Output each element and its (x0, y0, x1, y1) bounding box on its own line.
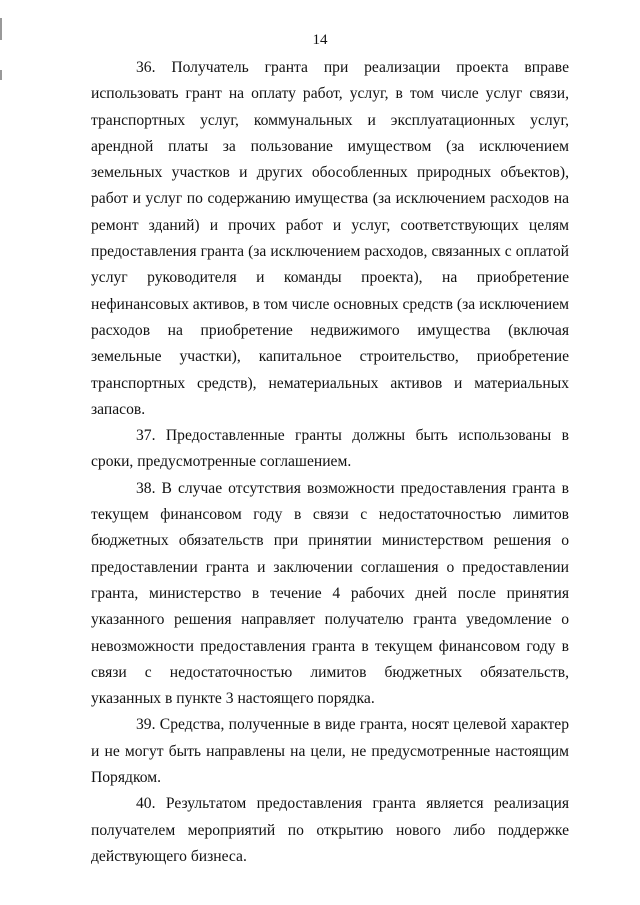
paragraph-36: 36. Получатель гранта при реализации проекта вправе использовать грант на оплату работ, услуг, в том числе услуг связи, транспортных услуг, коммунальных и эксплуатационных услуг, арендной платы за пользование имуществом (за исключением земельных участков и других обособленных природных объектов), работ и услуг по содержанию имущества (за исключением расходов на ремонт зданий) и прочих работ и услуг, соответствующих целям предоставления гранта (за исключением расходов, связанных с оплатой услуг руководителя и команды проекта), на приобретение нефинансовых активов, в том числе основных средств (за исключением расходов на приобретение недвижимого имущества (включая земельные участки), капитальное строительство, приобретение транспортных средств), нематериальных активов и материальных запасов. (91, 59, 569, 418)
paragraph-40: 40. Результатом предоставления гранта является реализация получателем мероприятий по открытию нового либо поддержке действующего бизнеса. (91, 795, 569, 865)
paragraph-39: 39. Средства, полученные в виде гранта, носят целевой характер и не могут быть направлены на цели, не предусмотренные настоящим Порядком. (91, 716, 569, 787)
paragraph-37: 37. Предоставленные гранты должны быть использованы в сроки, предусмотренные соглашением. (91, 427, 569, 471)
left-edge-mark-mid (0, 70, 2, 80)
page-number: 14 (312, 32, 328, 48)
document-body (91, 55, 569, 870)
paragraph-38: 38. В случае отсутствия возможности предоставления гранта в текущем финансовом году в связи с недостаточностью лимитов бюджетных обязательств при принятии министерством решения о предоставлении гранта и заключении соглашения о предоставлении гранта, министерство в течение 4 рабочих дней после принятия указанного решения направляет получателю гранта уведомление о невозможности предоставления гранта в текущем финансовом году в связи с недостаточностью лимитов бюджетных обязательств, указанных в пункте 3 настоящего порядка. (91, 479, 569, 708)
